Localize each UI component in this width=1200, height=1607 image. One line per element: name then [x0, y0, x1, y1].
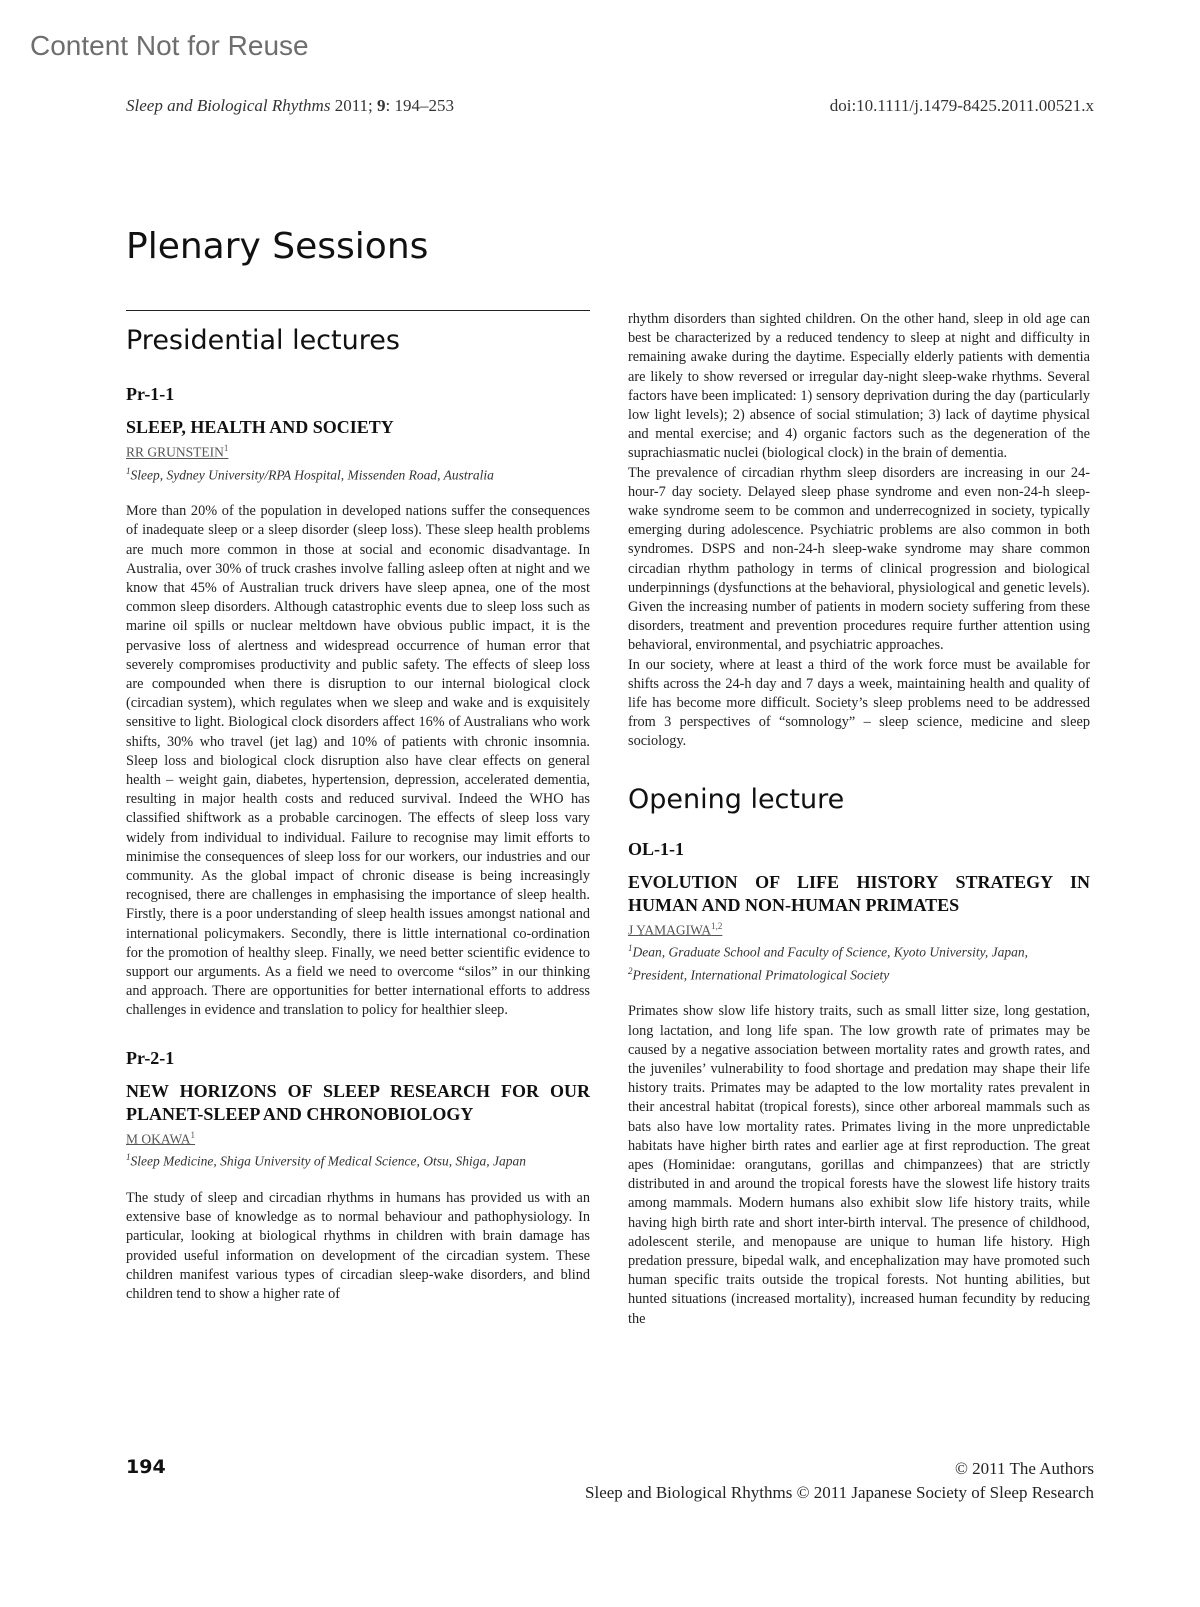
author-sup: 1,2: [711, 920, 723, 931]
right-column: [628, 310, 1090, 1329]
abstract-paragraph: Primates show slow life history traits, such as small litter size, long gestation, long lactation, and long life span. The low growth rate of primates may be caused by a negative association between mortality rates and growth rates, and the juveniles’ vulnerability to food shortage and predation may shape their life history traits. Primates may be adapted to the low mortality rates prevalent in their ancestral habitat (tropical forests), since other arboreal mammals such as bats also have low mortality rates. Primates living in the more unpredictable habitats have higher birth rates and earlier age at first reproduction. The great apes (Hominidae: orangutans, gorillas and chimpanzees) that are strictly distributed in and around the tropical forests have the slowest life history traits among mammals. Modern humans also exhibit slow life history traits, while having high birth rate and short inter-birth interval. The presence of childhood, adolescent sterile, and menopause are unique to human life history. High predation pressure, bipedal walk, and encephalization may have promoted such human specific traits outside the tropical forests. Not hunting abilities, but hunted situations (increased mortality), increased human fecundity by reducing the: [628, 1003, 1090, 1327]
affiliation-text: Sleep, Sydney University/RPA Hospital, Missenden Road, Australia: [130, 467, 494, 483]
author-name: M OKAWA: [126, 1131, 191, 1147]
page-number: 194: [126, 1456, 166, 1478]
abstract-title: EVOLUTION OF LIFE HISTORY STRATEGY IN HUMAN AND NON-HUMAN PRIMATES: [628, 871, 1090, 915]
abstract-author: [628, 917, 1090, 940]
copyright-line: © 2011 The Authors: [955, 1459, 1094, 1478]
author-sup: 1: [223, 443, 229, 454]
affiliation-sup: 1: [628, 943, 633, 954]
affiliation: [126, 1148, 590, 1171]
doi: doi:10.1111/j.1479-8425.2011.00521.x: [829, 96, 1094, 115]
author-name: J YAMAGIWA: [628, 922, 712, 938]
footer-copyright: [585, 1457, 1094, 1505]
section-title-presidential: Presidential lectures: [126, 325, 400, 356]
watermark: Content Not for Reuse: [30, 30, 309, 61]
journal-year: 2011;: [334, 96, 373, 115]
affiliation-text: Dean, Graduate School and Faculty of Science, Kyoto University, Japan,: [632, 944, 1029, 960]
affiliation: [126, 462, 590, 485]
abstract-code: Pr-1-1: [126, 384, 175, 404]
abstract-code: OL-1-1: [628, 838, 684, 859]
section-rule: [126, 310, 590, 311]
affiliation: [628, 939, 1090, 962]
abstract-body: [126, 1189, 590, 1304]
abstract-body: [628, 1002, 1090, 1328]
journal-citation: [126, 96, 454, 116]
journal-pages: : 194–253: [385, 96, 455, 115]
abstract-paragraph: More than 20% of the population in developed nations suffer the consequences of inadequate sleep or a sleep disorder (sleep loss). These sleep health problems are much more common in those at social and economic disadvantage. In Australia, over 30% of truck crashes involve falling asleep often at night and we know that 45% of Australian truck drivers have sleep apnea, one of the most common sleep disorders. Although catastrophic events due to sleep loss such as marine oil spills or nuclear meltdown have obvious public impact, it is the pervasive loss of alertness and widespread occurrence of human error that severely compromises productivity and public safety. The effects of sleep loss are compounded when there is disruption to our internal biological clock (circadian system), which regulates when we sleep and wake and is exquisitely sensitive to light. Biological clock disorders affect 16% of Australians who work shifts, 30% who travel (jet lag) and 10% of patients with chronic insomnia. Sleep loss and biological clock disruption also have clear effects on general health – weight gain, diabetes, hypertension, depression, accelerated dementia, resulting in major health costs and reduced survival. Indeed the WHO has classified shiftwork as a probable carcinogen. The effects of sleep loss vary widely from individual to individual. Failure to recognise may limit efforts to minimise the consequences of sleep loss for our workers, our industries and our community. As the global impact of chronic disease is being increasingly recognised, there are challenges in emphasising the importance of sleep health. Firstly, there is a poor understanding of sleep health issues amongst national and international policymakers. Secondly, there is little international co-ordination for the promotion of healthy sleep. Finally, we need better scientific evidence to support our arguments. As a field we need to overcome “silos” in our thinking and approach. There are opportunities for better international efforts to address challenges in evidence and translation to policy for healthier sleep.: [126, 503, 590, 1019]
abstract-paragraph: In our society, where at least a third of the work force must be available for shifts across the 24-h day and 7 days a week, maintaining health and quality of life has become more difficult. Society’s sleep problems need to be addressed from 3 perspectives of “somnology” – sleep science, medicine and sleep sociology.: [628, 656, 1090, 750]
page-title: Plenary Sessions: [126, 226, 429, 267]
abstract-paragraph: The study of sleep and circadian rhythms in humans has provided us with an extensive base of knowledge as to normal behaviour and pathophysiology. In particular, looking at biological rhythms in children with brain damage has provided useful information on development of the circadian system. These children manifest various types of circadian sleep-wake disorders, and blind children tend to show a higher rate of: [126, 1189, 590, 1302]
journal-name: Sleep and Biological Rhythms: [126, 96, 331, 115]
affiliation-text: Sleep Medicine, Shiga University of Medical Science, Otsu, Shiga, Japan: [130, 1153, 527, 1169]
left-column: [126, 310, 590, 1304]
author-name: RR GRUNSTEIN: [126, 444, 224, 460]
abstract-title: SLEEP, HEALTH AND SOCIETY: [126, 417, 394, 438]
affiliation-text: President, International Primatological Society: [632, 967, 890, 983]
journal-volume: 9: [377, 96, 386, 115]
journal-copyright-line: Sleep and Biological Rhythms © 2011 Japanese Society of Sleep Research: [585, 1483, 1094, 1502]
affiliation: [628, 962, 1090, 985]
author-sup: 1: [190, 1129, 196, 1140]
affiliation-sup: 1: [126, 1152, 131, 1163]
abstract-code: Pr-2-1: [126, 1047, 175, 1068]
affiliation-sup: 1: [126, 465, 131, 476]
abstract-title: NEW HORIZONS OF SLEEP RESEARCH FOR OUR PLANET-SLEEP AND CHRONOBIOLOGY: [126, 1080, 590, 1124]
abstract-paragraph: rhythm disorders than sighted children. On the other hand, sleep in old age can best be characterized by a reduced tendency to sleep at night and difficulty in remaining awake during the daytime. Especially elderly patients with dementia are likely to show reversed or irregular day-night sleep-wake rhythms. Several factors have been implicated: 1) sensory deprivation during the day (particularly low light levels); 2) absence of social stimulation; 3) lack of daytime physical and mental exercise; and 4) organic factors such as the degeneration of the suprachiasmatic nuclei (biological clock) in the brain of dementia.: [628, 311, 1090, 462]
abstract-author: [126, 439, 590, 462]
abstract-paragraph: The prevalence of circadian rhythm sleep disorders are increasing in our 24-hour-7 day society. Delayed sleep phase syndrome and even non-24-h sleep-wake syndrome seem to be common and underrecognized in society, typically emerging during adolescence. Psychiatric problems are also common in both syndromes. DSPS and non-24-h sleep-wake syndrome may share common circadian rhythm pathology in terms of clinical progression and biological underpinnings (dysfunctions at the behavioral, physiological and genetic levels). Given the increasing number of patients in modern society suffering from these disorders, treatment and prevention procedures require further attention using behavioral, environmental, and psychiatric approaches.: [628, 464, 1090, 654]
affiliation-sup: 2: [628, 965, 633, 976]
abstract-author: [126, 1126, 590, 1149]
abstract-body-continued: [628, 310, 1090, 752]
section-title-opening: Opening lecture: [628, 783, 845, 815]
abstract-body: [126, 502, 590, 1020]
